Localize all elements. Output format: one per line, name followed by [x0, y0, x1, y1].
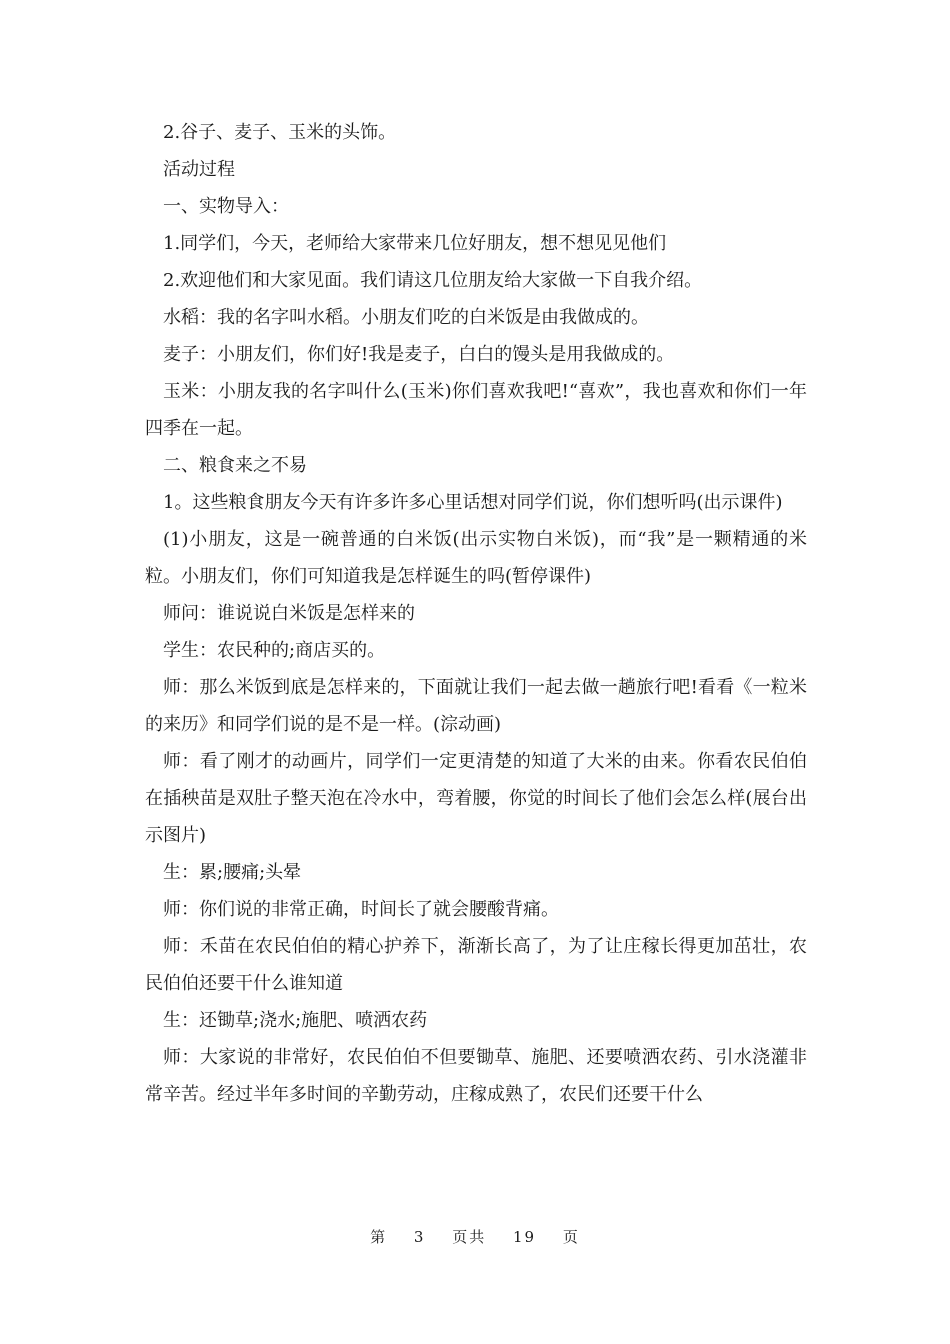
footer-middle: 页共	[452, 1228, 487, 1246]
section-heading: 活动过程	[163, 159, 235, 180]
paragraph: 师：看了刚才的动画片，同学们一定更清楚的知道了大米的由来。你看农民伯伯在插秧苗是双肚子整天泡在冷水中，弯着腰，你觉的时间长了他们会怎么样(展台出示图片)	[145, 751, 807, 846]
paragraph: 生：还锄草;浇水;施肥、喷洒农药	[163, 1010, 428, 1031]
page-footer	[0, 1226, 950, 1247]
paragraph: 师：大家说的非常好，农民伯伯不但要锄草、施肥、还要喷洒农药、引水浇灌非常辛苦。经过半年多时间的辛勤劳动，庄稼成熟了，农民们还要干什么	[145, 1047, 807, 1105]
footer-prefix: 第	[370, 1228, 388, 1246]
paragraph: 水稻：我的名字叫水稻。小朋友们吃的白米饭是由我做成的。	[163, 307, 649, 328]
paragraph: 师：那么米饭到底是怎样来的，下面就让我们一起去做一趟旅行吧!看看《一粒米的来历》和同学们说的是不是一样。(淙动画)	[145, 677, 807, 735]
paragraph: 2.欢迎他们和大家见面。我们请这几位朋友给大家做一下自我介绍。	[163, 270, 703, 291]
total-pages-number: 19	[513, 1228, 537, 1246]
paragraph: 麦子：小朋友们，你们好!我是麦子，白白的馒头是用我做成的。	[163, 344, 675, 365]
paragraph: (1)小朋友，这是一碗普通的白米饭(出示实物白米饭)，而“我”是一颗精通的米粒。小朋友们，你们可知道我是怎样诞生的吗(暂停课件)	[145, 529, 807, 587]
paragraph: 学生：农民种的;商店买的。	[163, 640, 386, 661]
section-heading: 二、粮食来之不易	[163, 455, 307, 476]
paragraph: 师问：谁说说白米饭是怎样来的	[163, 603, 415, 624]
paragraph: 1。这些粮食朋友今天有许多许多心里话想对同学们说，你们想听吗(出示课件)	[163, 492, 783, 513]
current-page-number: 3	[413, 1228, 426, 1246]
paragraph: 师：禾苗在农民伯伯的精心护养下，渐渐长高了，为了让庄稼长得更加茁壮，农民伯伯还要干什么谁知道	[145, 936, 807, 994]
paragraph: 2.谷子、麦子、玉米的头饰。	[163, 122, 397, 143]
paragraph: 师：你们说的非常正确，时间长了就会腰酸背痛。	[163, 899, 559, 920]
section-heading: 一、实物导入：	[163, 196, 289, 217]
footer-suffix: 页	[562, 1228, 580, 1246]
document-body	[145, 114, 807, 1113]
paragraph: 1.同学们，今天，老师给大家带来几位好朋友，想不想见见他们	[163, 233, 667, 254]
paragraph: 生：累;腰痛;头晕	[163, 862, 302, 883]
paragraph: 玉米：小朋友我的名字叫什么(玉米)你们喜欢我吧!“喜欢”，我也喜欢和你们一年四季在一起。	[145, 381, 807, 439]
